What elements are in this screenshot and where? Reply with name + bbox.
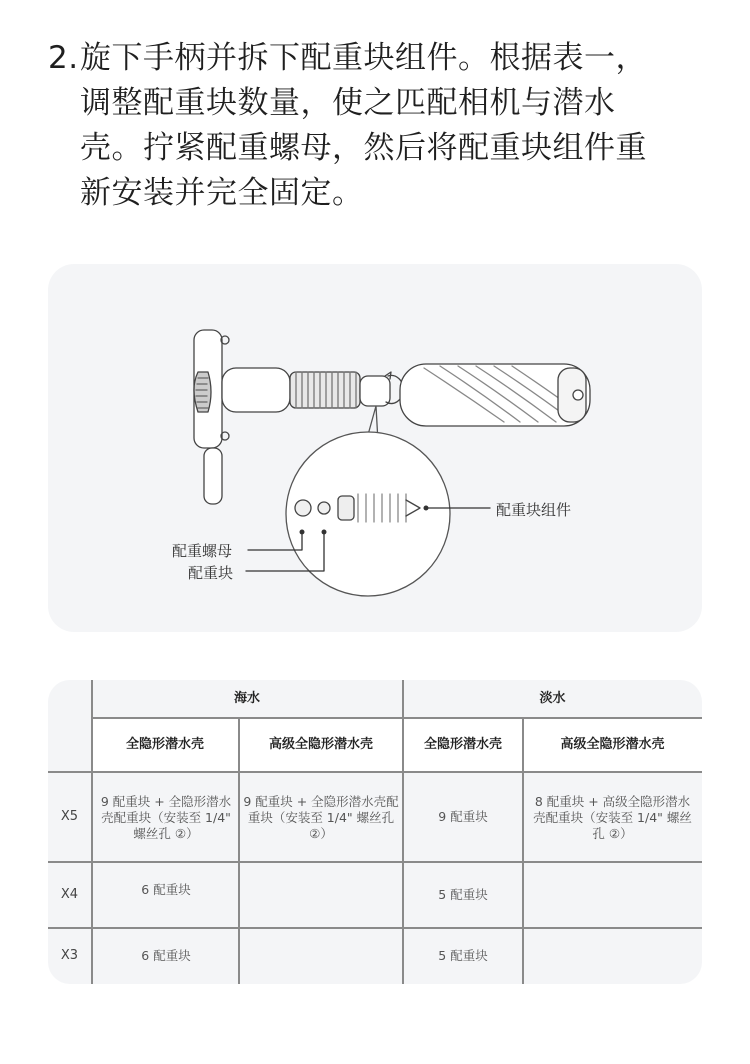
step-text-line-3: 壳。拧紧配重螺母，然后将配重块组件重	[80, 130, 647, 166]
step-text-line-1: 旋下手柄并拆下配重块组件。根据表一，	[80, 40, 647, 76]
row-label-x5: X5	[60, 809, 79, 824]
weight-detail	[318, 502, 330, 514]
callout-weight: 配重块	[188, 564, 234, 582]
subheader-fresh-invisible: 全隐形潜水壳	[403, 718, 523, 772]
weight-nut-detail	[295, 500, 311, 516]
group-header-seawater: 海水	[233, 691, 260, 706]
cell-x4-sea-advanced	[239, 862, 403, 928]
weight-table	[48, 680, 702, 984]
cell-x3-fresh-invisible: 5 配重块	[438, 948, 488, 963]
subheader-sea-advanced: 高级全隐形潜水壳	[239, 718, 403, 772]
cell-x3-sea-invisible: 6 配重块	[141, 948, 191, 963]
handle-disassembly-illustration	[48, 264, 702, 632]
cell-x5-sea-invisible: 9 配重块 + 全隐形潜水壳配重块（安装至 1/4" 螺丝孔 ②）	[100, 794, 232, 841]
subheader-fresh-advanced: 高级全隐形潜水壳	[523, 718, 702, 772]
step-text-line-4: 新安装并完全固定。	[80, 175, 364, 211]
row-label-x4: X4	[60, 887, 79, 902]
grid-line	[48, 771, 702, 773]
cell-x3-fresh-advanced	[523, 928, 702, 984]
callout-weight-nut: 配重螺母	[172, 542, 233, 560]
row-label-x3: X3	[60, 948, 79, 963]
grid-line	[522, 718, 524, 984]
grid-line	[238, 718, 240, 984]
step-number: 2.	[48, 40, 79, 76]
cell-x5-fresh-invisible: 9 配重块	[438, 809, 488, 824]
grid-line	[48, 861, 702, 863]
group-header-freshwater: 淡水	[539, 691, 566, 706]
grid-line	[91, 680, 93, 984]
cell-x3-sea-advanced	[239, 928, 403, 984]
weight-nut	[360, 376, 390, 406]
grip-hole-icon	[573, 390, 583, 400]
subheader-sea-invisible: 全隐形潜水壳	[91, 718, 239, 772]
cell-x5-fresh-advanced: 8 配重块 + 高级全隐形潜水壳配重块（安装至 1/4" 螺丝孔 ②）	[533, 794, 692, 841]
cell-x4-sea-invisible: 6 配重块	[141, 882, 191, 897]
grid-line	[91, 717, 702, 719]
grid-line	[402, 680, 404, 984]
callout-weight-assembly: 配重块组件	[496, 501, 572, 519]
step-text-line-2: 调整配重块数量，使之匹配相机与潜水	[80, 85, 616, 121]
handle-shaft	[222, 368, 290, 412]
handle-drawing	[48, 264, 702, 632]
cell-x5-sea-advanced: 9 配重块 + 全隐形潜水壳配重块（安装至 1/4" 螺丝孔 ②）	[243, 794, 399, 841]
mount-plate-tail	[204, 448, 222, 504]
grid-line	[48, 927, 702, 929]
cell-x4-fresh-advanced	[523, 862, 702, 928]
cell-x4-fresh-invisible: 5 配重块	[438, 887, 488, 902]
step-instruction	[48, 36, 688, 216]
